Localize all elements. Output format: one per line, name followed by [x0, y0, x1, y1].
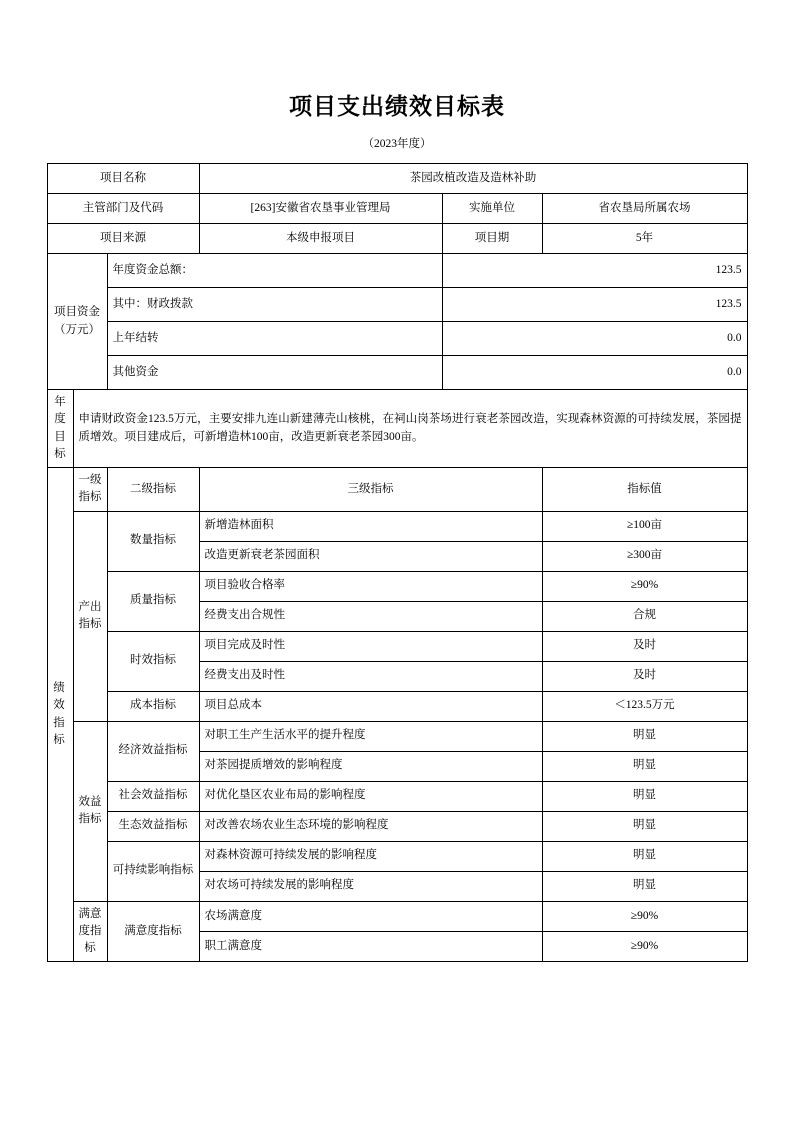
table-row-funds-fiscal — [47, 288, 747, 322]
performance-target-table — [47, 163, 748, 962]
lvl1-benefit: 效益 指标 — [73, 721, 107, 901]
lvl2-cost: 成本指标 — [107, 691, 199, 721]
table-row-funds-other — [47, 356, 747, 390]
table-row-project-name — [47, 164, 747, 194]
funds-row-value: 123.5 — [442, 288, 747, 322]
lvl2-satisfaction: 满意度指标 — [107, 901, 199, 962]
funds-label — [47, 254, 107, 390]
funds-row-name: 上年结转 — [107, 322, 442, 356]
indicator-value: 合规 — [542, 601, 747, 631]
table-row — [47, 901, 747, 931]
project-name-value: 茶园改植改造及造林补助 — [199, 164, 747, 194]
lvl3-indicator: 经费支出合规性 — [199, 601, 542, 631]
unit-label: 实施单位 — [442, 194, 542, 224]
indicator-value: 明显 — [542, 871, 747, 901]
perf-section-label: 绩 效 指 标 — [47, 468, 73, 962]
year-goal-label: 年度 目标 — [47, 390, 73, 468]
table-row-perf-header — [47, 468, 747, 512]
header-lvl3: 三级指标 — [199, 468, 542, 512]
indicator-value: ≥300亩 — [542, 541, 747, 571]
lvl3-indicator: 对优化垦区农业布局的影响程度 — [199, 781, 542, 811]
table-row — [47, 781, 747, 811]
funds-row-name: 其他资金 — [107, 356, 442, 390]
lvl3-indicator: 对森林资源可持续发展的影响程度 — [199, 841, 542, 871]
funds-row-value: 123.5 — [442, 254, 747, 288]
indicator-value: ≥100亩 — [542, 511, 747, 541]
lvl1-satisfaction: 满意 度指 标 — [73, 901, 107, 962]
table-row-year-goal — [47, 390, 747, 468]
table-row-department — [47, 194, 747, 224]
table-row-funds-carryover — [47, 322, 747, 356]
table-row — [47, 721, 747, 751]
indicator-value: 明显 — [542, 841, 747, 871]
table-row — [47, 811, 747, 841]
lvl2-ecological: 生态效益指标 — [107, 811, 199, 841]
indicator-value: ≥90% — [542, 931, 747, 961]
funds-row-name: 其中：财政拨款 — [107, 288, 442, 322]
lvl2-social: 社会效益指标 — [107, 781, 199, 811]
period-label: 项目期 — [442, 224, 542, 254]
indicator-value: 及时 — [542, 631, 747, 661]
source-label: 项目来源 — [47, 224, 199, 254]
indicator-value: 明显 — [542, 811, 747, 841]
lvl3-indicator: 农场满意度 — [199, 901, 542, 931]
indicator-value: ≥90% — [542, 901, 747, 931]
period-value: 5年 — [542, 224, 747, 254]
lvl3-indicator: 对改善农场农业生态环境的影响程度 — [199, 811, 542, 841]
lvl3-indicator: 项目验收合格率 — [199, 571, 542, 601]
project-name-label: 项目名称 — [47, 164, 199, 194]
lvl3-indicator: 项目完成及时性 — [199, 631, 542, 661]
table-row — [47, 841, 747, 871]
indicator-value: ＜123.5万元 — [542, 691, 747, 721]
header-lvl1: 一级指标 — [73, 468, 107, 512]
header-lvl2: 二级指标 — [107, 468, 199, 512]
funds-label-line1: 项目资金 — [54, 306, 100, 319]
page-title: 项目支出绩效目标表 — [289, 94, 505, 119]
lvl1-output: 产出 指标 — [73, 511, 107, 721]
lvl3-indicator: 项目总成本 — [199, 691, 542, 721]
page-subtitle: （2023年度） — [362, 138, 432, 150]
table-row — [47, 691, 747, 721]
lvl3-indicator: 对职工生产生活水平的提升程度 — [199, 721, 542, 751]
lvl3-indicator: 对茶园提质增效的影响程度 — [199, 751, 542, 781]
funds-row-value: 0.0 — [442, 322, 747, 356]
indicator-value: 明显 — [542, 721, 747, 751]
funds-label-line2: （万元） — [54, 323, 100, 336]
funds-row-value: 0.0 — [442, 356, 747, 390]
lvl2-quantity: 数量指标 — [107, 511, 199, 571]
lvl2-timeliness: 时效指标 — [107, 631, 199, 691]
source-value: 本级申报项目 — [199, 224, 442, 254]
lvl2-economic: 经济效益指标 — [107, 721, 199, 781]
indicator-value: 明显 — [542, 781, 747, 811]
table-row-funds-total — [47, 254, 747, 288]
indicator-value: 及时 — [542, 661, 747, 691]
department-label: 主管部门及代码 — [47, 194, 199, 224]
unit-value: 省农垦局所属农场 — [542, 194, 747, 224]
lvl3-indicator: 对农场可持续发展的影响程度 — [199, 871, 542, 901]
lvl3-indicator: 改造更新衰老茶园面积 — [199, 541, 542, 571]
funds-row-name: 年度资金总额： — [107, 254, 442, 288]
department-value: [263]安徽省农垦事业管理局 — [199, 194, 442, 224]
lvl2-sustainability: 可持续影响指标 — [107, 841, 199, 901]
table-row — [47, 511, 747, 541]
lvl3-indicator: 职工满意度 — [199, 931, 542, 961]
lvl2-quality: 质量指标 — [107, 571, 199, 631]
table-row-source — [47, 224, 747, 254]
lvl3-indicator: 新增造林面积 — [199, 511, 542, 541]
year-goal-text: 申请财政资金123.5万元，主要安排九连山新建薄壳山核桃，在祠山岗茶场进行衰老茶园改造，实现森林资源的可持续发展，茶园提质增效。项目建成后，可新增造林100亩，改造更新衰老茶园300亩。 — [73, 390, 747, 468]
table-row — [47, 571, 747, 601]
lvl3-indicator: 经费支出及时性 — [199, 661, 542, 691]
table-row — [47, 631, 747, 661]
header-value: 指标值 — [542, 468, 747, 512]
indicator-value: ≥90% — [542, 571, 747, 601]
indicator-value: 明显 — [542, 751, 747, 781]
